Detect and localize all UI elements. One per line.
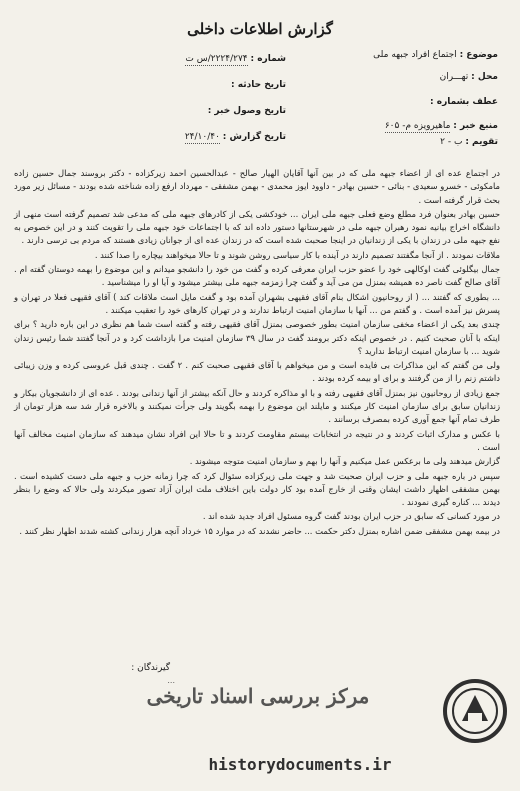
attachment-label: عطف بشماره : [430,97,498,107]
document-title: گزارش اطلاعات داخلی [187,20,333,38]
rating-label: تقویم : [465,137,498,147]
number-row [56,54,286,64]
subject-label: موضوع : [459,50,498,60]
paragraph: گزارش میدهند ولی ما برعکس عمل میکنیم و آنها را بهم و سازمان امنیت متوجه میشوند . [189,456,500,467]
report-date-row [56,132,286,142]
paragraph: ولی من گفتم که این مذاکرات بی فایده است و من میخواهم با آقای فقیهی صحبت کنم . ۲ گفت . چندی قبل عروسی کرده و وزن زیبائی داشتم زنم را از من گرفتند و برای او بیمه کرده بودند . [14,360,500,384]
receipt-date-row [56,106,286,116]
paragraph: جمع زیادی از روحانیون نیز بمنزل آقای فقیهی رفته و با او مذاکره کردند و حال آنکه بیشتر از آنها زندانی بودند . عده ای از دانشجویان بیکار و زندانیان سابق برای سازمان امنیت کار میکنند و مایلند این موضوع را بهمه بگویند ولی جرأت نمیکنند و بالاخره قرار شد سه هزار تومان از طرف تمام آنها جمع آوری کرده بمصرف برسانند . [14,387,500,425]
paragraph: در مورد کسانی که سابق در حزب ایران بودند گفت گروه مسئول افراد جدید شده اند . [202,511,500,522]
event-date-label: تاریخ حادثه : [231,80,286,90]
paragraph: با عکس و مدارک اثبات کردند و در نتیجه در انتخابات بیستم مقاومت کردند و تا حالا این افراد نشان میدهند که سازمان امنیت مخالف آنها است . [14,428,500,452]
report-date-value: ۲۴/۱۰/۴۰ [184,132,220,142]
paragraph: سپس در باره جبهه ملی و حزب ایران صحبت شد و جهت ملی زیرکزاده سئوال کرد که چرا زمانه حزب و جبهه ملی دست کشیده است . بهمن مشفقی اظهار داشت ایشان وقتی از خارج آمده بود کار دولت باین اختلاف ملت ایران آزاد تصور میکردند ولی حالا که وضع را بنظر دیدند ... کناره گیری نمودند . [14,470,500,508]
paragraph: در بیمه بهمن مشفقی ضمن اشاره بمنزل دکتر حکمت ... حاضر نشدند که در موارد ۱۵ خرداد آنچه هزار زندانی کشته شدند اظهار نظر کنند . [19,525,500,536]
report-date-label: تاریخ گزارش : [222,132,286,142]
archive-website: historydocuments.ir [208,755,392,774]
place-label: محل : [471,72,498,82]
archive-watermark: مرکز بررسی اسناد تاریخی [146,684,370,708]
place-value: تهـــران [439,72,469,82]
source-label: منبع خبر : [453,121,498,131]
paragraph: جمال بیگلوئی گفت اوکالهی خود را عضو حزب ایران معرفی کرده و گفت من خود را دانشجو میدانم و این موضوع را بهمه دوستان گفته ام . آقای صالح گفت ناصر ده همیشه بمنزل من می آید و گفت چرا زمزمه جبهه ملی بیشتر میشود و آیا او را میشناسید . [14,264,500,288]
event-date-row [56,80,286,90]
report-body [14,167,500,539]
source-row [238,121,498,131]
paragraph: حسین بهادر بعنوان فرد مطلع وضع فعلی جبهه ملی ایران ... خودکشی یکی از کادرهای جبهه ملی که مدعی شد تصمیم گرفته است منهی از دانشگاه اخراج بیانیه نمود رهبران جبهه ملی در شهرستانها دستور داده اند که با اجتماعات خود جبهه ملی را تقویت کنند و در این خصوص به نفع جبهه ملی در زندان با یکی از زندانیان در اینجا صحبت شده است که در زندان عده ای از جوانان زیادی هستند که مردم بی ترسی دارند . [14,208,500,246]
paragraph: چندی بعد یکی از اعضاء مخفی سازمان امنیت بطور خصوصی بمنزل آقای فقیهی رفته و گفته است شما هم نظری در این باره دارید ؟ برای اینکه با آنان صحبت کنیم . در خصوص اینکه دکتر برومند گفت در سال ۳۹ سازمان امنیت مرا بازداشت کرد و در آنجا گفتند شما رئیس زندان شوید ... با سازمان امنیت ارتباط ندارید ؟ [14,319,500,356]
archive-seal-logo [442,677,508,745]
source-value: ماهیرویزه م- ۶۰۵ [384,121,451,131]
number-label: شماره : [250,54,286,64]
paragraph: ملاقات نمودند . از آنجا مگفتند تصمیم دارند در آینده با کار سیاسی روشن شوند و تا حالا میخواهند بیچاره را صدا کنند . [94,249,500,260]
paragraph: ... بطوری که گفتند ... ( از روحانیون اشکال بنام آقای فقیهی بشهران آمده بود و گفت مایل است ملاقات کند ) آقای فقیهی فعلا در تهران و پسرش نیز آمده است . و گفتم من ... آنها با سازمان امنیت ارتباط ندارند و در تهران کارهای خود را تعقیب میکنند . [14,291,500,315]
paragraph: در اجتماع عده ای از اعضاء جبهه ملی که در بین آنها آقایان الهیار صالح - عبدالحسین احمد زیرکزاده - دکتر بروسند جمال حسین زاده مامکوئی - خسرو سعیدی - بنائی - حسین بهادر - داوود ایوز محمدی - بهمن مشفقی - مهرداد ارفع زاده شناخته شده بودند - مسائل زیر مورد بحث قرار گرفته است . [14,168,500,205]
number-value: ۲۲۲۴/۲۷۴/س ت [185,54,248,64]
recipients-label: گیرندگان : [131,663,170,673]
receipt-date-label: تاریخ وصول خبر : [207,106,286,116]
subject-value: اجتماع افراد جبهه ملی [373,50,457,60]
rating-value: ب - ۲ [440,137,463,147]
recipients-note: ... [167,676,175,685]
